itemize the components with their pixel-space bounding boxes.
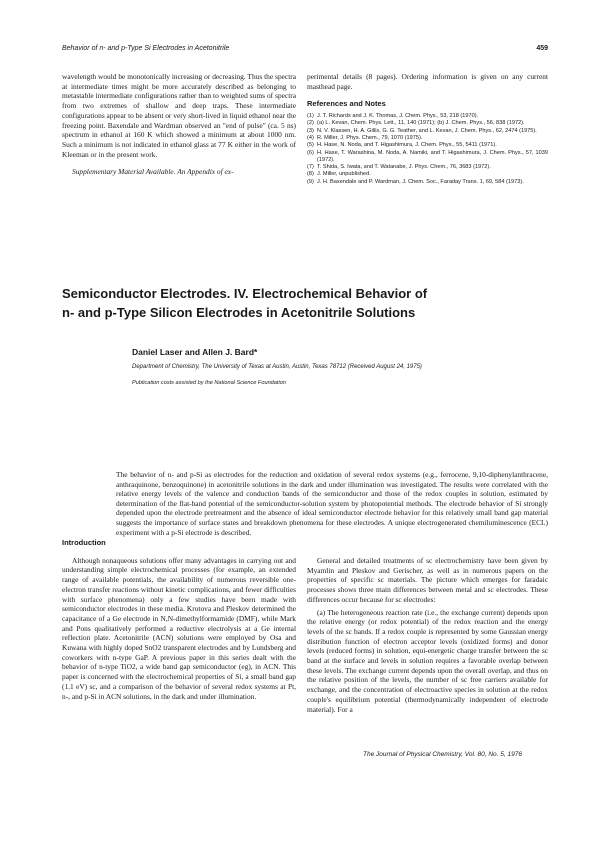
supplementary-continuation: perimental details (8 pages). Ordering information is given on any current masthead page.: [307, 72, 548, 91]
reference-item: (8) J. Miller, unpublished.: [307, 171, 371, 178]
top-right-column: [307, 72, 548, 186]
reference-item: (3) N. V. Klassen, H. A. Gillis, G. G. Teather, and L. Kevan, J. Chem. Phys., 62, 2474 (1975).: [307, 127, 537, 134]
running-head: [62, 45, 548, 52]
running-title: Behavior of n- and p-Type Si Electrodes in Acetonitrile: [62, 45, 230, 52]
reference-item: (4) R. Miller, J. Phys. Chem., 79, 1070 (1975).: [307, 135, 423, 141]
references-list: [307, 113, 548, 186]
article-title: [62, 284, 542, 322]
reference-item: (2) (a) L. Kevan, Chem. Phys. Lett., 11, 140 (1971); (b) J. Chem. Phys., 56, 838 (1972).: [307, 120, 525, 127]
reference-item: (5) H. Hase, N. Noda, and T. Higashimura, J. Chem. Phys., 55, 5411 (1971).: [307, 142, 497, 149]
intro-paragraph-1: Although nonaqueous solutions offer many advantages in carrying out and understanding simple electrochemical processes (for example, an extended range of available potentials, the availability of numerous reversible one-electron transfer reactions without kinetic complications, and fewer difficulties with surface phenomena) only a few studies have been made with semiconductor electrodes in these media. Krotova and Pleskov determined the capacitance of a Ge electrode in N,N-dimethylformamide (DMF), while Mark and Pons qualitatively performed a reductive electrolysis at a Ge internal reflection plate. Acetonitrile (ACN) solutions were employed by Osa and Kuwana with highly doped SnO2 transparent electrodes and by Lundsberg and coworkers with n-type GaP. A previous paper in this series dealt with the behavior of n-type TiO2, a wide band gap semiconductor (eg), in ACN. This paper is concerned with the electrochemical properties of Si, a small band gap (1.1 eV) sc, and a comparison of the behavior of several redox systems at Pt, n-, and p-Si in ACN solutions, in the dark and under illumination.: [62, 555, 296, 701]
authors: Daniel Laser and Allen J. Bard*: [132, 347, 258, 357]
reference-item: (7) T. Shida, S. Iwata, and T. Watanabe, J. Phys. Chem., 76, 3683 (1972).: [307, 164, 491, 171]
abstract: The behavior of n- and p-Si as electrodes for the reduction and oxidation of several redox systems (e.g., ferrocene, 9,10-diphenylanthracene, anthraquinone, benzoquinone) in acetonitrile solutions in the dark and under illumination was investigated. The results were correlated with the relative energy levels of the valence and conduction bands of the semiconductor and those of the redox couples in solution, estimated by determination of the flat-band potential of the semiconductor-solution system by photopotential methods. The electrode behavior of Si strongly depended upon the electrode pretreatment and the absence of ideal semiconductor electrode behavior for this relatively small band gap material suggests the importance of surface states and breakdown phenomena for these electrodes. A unique electrogenerated chemiluminescence (ECL) experiment with a p-Si electrode is described.: [116, 470, 548, 537]
supplementary-material: Supplementary Material Available. An Appendix of ex-: [72, 167, 234, 177]
top-left-column: [62, 72, 296, 177]
carryover-paragraph: wavelength would be monotonically increasing or decreasing. Thus the spectra at intermediate times might be more accurately described as belonging to metastable intermediate configurations rather than to weighted sums of spectra from two extremes of shallow and deep traps. These intermediate configurations appear to be absent or very short-lived in liquid ethanol near the freezing point. Baxendale and Wardman observed an "end of pulse" (ca. 5 ns) spectrum in ethanol at 160 K which showed a minimum at about 1000 nm. Such a minimum is not indicated in ethanol glass at 77 K either in the work of Kleeman or in the present work.: [62, 72, 296, 159]
reference-item: (1) J. T. Richards and J. K. Thomas, J. Chem. Phys., 53, 218 (1970).: [307, 113, 479, 120]
intro-left-column: [62, 538, 296, 701]
funding-note: Publication costs assisted by the National Science Foundation: [132, 380, 286, 386]
intro-right-column: [307, 556, 548, 714]
introduction-heading: Introduction: [62, 538, 106, 547]
intro-paragraph-3: (a) The heterogeneous reaction rate (i.e., the exchange current) depends upon the relative energy (or redox potential) of the redox reaction and the energy levels of the sc bands. If a redox couple is represented by some Gaussian energy distribution function of electron acceptor levels (oxidized forms) and donor levels (reduced forms) in solution, equi-energetic charge transfer between the sc band at the surface and levels in solution requires a favorable overlap between these levels. The exchange current depends upon the overall overlap, and thus on the relative position of the levels, the number of sc free carriers available for exchange, and the concentration of electroactive species in solution at the redox couple's equilibrium potential (thermodynamically independent of electrode material). For a: [307, 607, 548, 714]
article-title-line-2: n- and p-Type Silicon Electrodes in Acetonitrile Solutions: [62, 305, 416, 320]
references-heading: References and Notes: [307, 99, 386, 109]
intro-paragraph-2: General and detailed treatments of sc electrochemistry have been given by Myamlin and Pleskov and Gerischer, as well as in numerous papers on the properties of specific sc materials. The picture which emerges for faradaic processes shows three main differences between metal and sc electrodes. These differences occur because for sc electrodes:: [307, 556, 548, 604]
reference-item: (6) H. Hase, T. Warashina, M. Noda, A. Namiki, and T. Higashimura, J. Chem. Phys., 57, 1039 (1972).: [307, 149, 548, 163]
reference-item: (9) J. H. Baxendale and P. Wardman, J. Chem. Soc., Faraday Trans. 1, 69, 584 (1973).: [307, 178, 524, 185]
page-number: 459: [536, 45, 548, 52]
article-title-line-1: Semiconductor Electrodes. IV. Electrochemical Behavior of: [62, 286, 428, 301]
affiliation: Department of Chemistry, The University of Texas at Austin, Austin, Texas 78712 (Received August 24, 1975): [132, 364, 422, 370]
journal-footer: The Journal of Physical Chemistry, Vol. 80, No. 5, 1976: [363, 751, 522, 758]
